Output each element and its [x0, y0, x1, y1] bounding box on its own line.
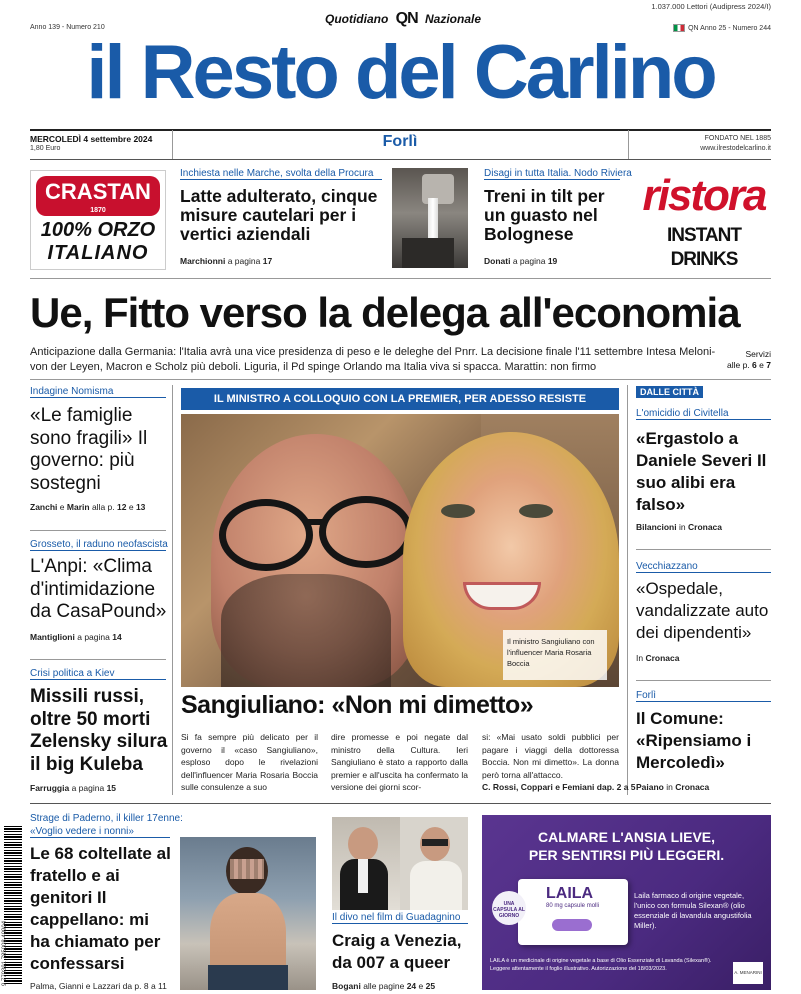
- crastan-slogan-2: ITALIANO: [47, 242, 149, 264]
- barcode-number: 9 770391 785008 40904: [2, 920, 8, 986]
- vecchiazzano-credit: In Cronaca: [636, 653, 680, 663]
- laila-maker: A. MENARINI: [733, 962, 763, 984]
- readership: 1.037.000 Lettori (Audipress 2024/I): [651, 2, 771, 11]
- qn-left: Quotidiano: [324, 12, 389, 26]
- laila-description: Laila farmaco di origine vegetale, l'unico con formula Silexan® (olio essenziale di lavandula angustifolia Miller).: [634, 891, 752, 930]
- grosseto-kicker: Grosseto, il raduno neofascista: [30, 539, 168, 550]
- lead-photo[interactable]: [181, 414, 619, 687]
- grosseto-credit: Mantiglioni a pagina 14: [30, 632, 122, 642]
- lead-credit: C. Rossi, Coppari e Femiani dap. 2 a 5: [482, 782, 636, 792]
- nomisma-kicker: Indagine Nomisma: [30, 386, 166, 398]
- lead-headline[interactable]: Sangiuliano: «Non mi dimetto»: [181, 691, 534, 719]
- crastan-logo: CRASTAN 1870: [36, 176, 160, 216]
- vecchiazzano-headline[interactable]: «Ospedale, vandalizzate auto dei dipendenti»: [636, 579, 769, 642]
- craig-photo: [332, 817, 468, 910]
- paderno-headline[interactable]: Le 68 coltellate al fratello e ai genitori Il cappellano: mi ha chiamato per confessarsi: [30, 844, 171, 973]
- main-services: Servizi alle p. 6 e 7: [726, 349, 771, 370]
- cities-section: DALLE CITTÀ: [636, 386, 703, 398]
- milk-credit: Marchionni a pagina 17: [180, 256, 273, 266]
- laila-box: LAILA 80 mg capsule molli: [518, 879, 628, 945]
- vecchiazzano-kicker: Vecchiazzano: [636, 561, 771, 573]
- qn-logo: QN: [395, 10, 418, 27]
- issue-date: MERCOLEDÌ 4 settembre 2024: [30, 134, 153, 144]
- kiev-headline[interactable]: Missili russi, oltre 50 morti Zelensky silura il big Kuleba: [30, 686, 168, 775]
- issue-price: 1,80 Euro: [30, 145, 61, 152]
- forli-kicker: Forlì: [636, 690, 771, 702]
- paderno-kicker-1: Strage di Paderno, il killer 17enne:: [30, 813, 183, 824]
- qn-header: [308, 10, 498, 28]
- lead-photo-caption: Il ministro Sangiuliano con l'influencer Maria Rosaria Boccia: [507, 637, 595, 668]
- lead-banner: IL MINISTRO A COLLOQUIO CON LA PREMIER, PER ADESSO RESISTE: [181, 388, 619, 410]
- main-summary: Anticipazione dalla Germania: l'Italia avrà una vice presidenza di peso e le deleghe del Pnrr. La decisione finale l'11 settembre Intesa Meloni-von der Leyen, Macron e Scholz più deboli. Liguria, il Pd spinge Orlando ma Italia viva si spacca. Marattin: non firmo: [30, 346, 716, 373]
- paderno-credit: Palma, Gianni e Lazzari da p. 8 a 11: [30, 981, 167, 991]
- milk-kicker: Inchiesta nelle Marche, svolta della Procura: [180, 168, 382, 180]
- craig-headline[interactable]: Craig a Venezia, da 007 a queer: [332, 931, 462, 972]
- forli-headline[interactable]: Il Comune: «Ripensiamo i Mercoledì»: [636, 709, 752, 772]
- kiev-credit: Farruggia a pagina 15: [30, 783, 117, 793]
- ristora-tagline: INSTANT DRINKS: [667, 225, 741, 270]
- kiev-kicker: Crisi politica a Kiev: [30, 668, 166, 680]
- trains-kicker: Disagi in tutta Italia. Nodo Riviera: [484, 168, 632, 179]
- website: www.ilrestodelcarlino.it: [700, 145, 771, 152]
- nomisma-headline[interactable]: «Le famiglie sono fragili» Il governo: più sostegni: [30, 405, 148, 494]
- craig-credit: Bogani alle pagine 24 e 25: [332, 981, 436, 991]
- lead-text-col1: Si fa sempre più delicato per il governo il «caso Sangiuliano», esploso dopo le rivelazioni dell'influencer Maria Rosaria Boccia sulle consulenze a suo: [181, 732, 318, 792]
- trains-credit: Donati a pagina 19: [484, 256, 558, 266]
- laila-headline-1: CALMARE L'ANSIA LIEVE,: [537, 829, 716, 845]
- civitella-headline[interactable]: «Ergastolo a Daniele Severi Il suo alibi era falso»: [636, 429, 767, 514]
- edition-city: Forlì: [382, 133, 418, 150]
- newspaper-title: il Resto del Carlino: [86, 30, 715, 115]
- lead-text-col3: si: «Mai usato soldi pubblici per pagare i viaggi della dottoressa Boccia. Non mi dimetto». La donna però torna all'attacco.: [482, 732, 619, 780]
- laila-headline-2: PER SENTIRSI PIÙ LEGGERI.: [528, 847, 725, 863]
- qn-right: Nazionale: [425, 12, 482, 26]
- milk-photo: [392, 168, 468, 268]
- forli-credit: Paiano in Cronaca: [636, 782, 710, 792]
- laila-ad[interactable]: [482, 815, 771, 990]
- paderno-photo: [180, 837, 316, 990]
- main-headline[interactable]: Ue, Fitto verso la delega all'economia: [30, 289, 740, 336]
- crastan-slogan-1: 100% ORZO: [40, 219, 156, 241]
- issue-number-right: QN Anno 25 - Numero 244: [673, 24, 771, 32]
- craig-kicker: Il divo nel film di Guadagnino: [332, 912, 468, 924]
- issue-number-left: Anno 139 - Numero 210: [30, 24, 105, 31]
- grosseto-headline[interactable]: L'Anpi: «Clima d'intimidazione da CasaPound»: [30, 556, 167, 622]
- trains-headline[interactable]: Treni in tilt per un guasto nel Bolognese: [484, 186, 605, 244]
- laila-legal: LAILA è un medicinale di origine vegetale a base di Olio Essenziale di Lavanda (Silexan®). Leggere attentamente il foglio illustrativo. Autorizzazione del 18/03/2023.: [490, 958, 712, 972]
- founded-year: FONDATO NEL 1885: [704, 135, 771, 142]
- ristora-logo: ristora: [642, 171, 766, 220]
- crastan-ad[interactable]: [30, 170, 166, 270]
- nomisma-credit: Zanchi e Marin alla p. 12 e 13: [30, 502, 146, 512]
- milk-headline[interactable]: Latte adulterato, cinque misure cautelari per i vertici aziendali: [180, 186, 378, 244]
- paderno-kicker-2: «Voglio vedere i nonni»: [30, 826, 170, 838]
- civitella-kicker: L'omicidio di Civitella: [636, 408, 771, 420]
- civitella-credit: Bilancioni in Cronaca: [636, 522, 723, 532]
- laila-badge: UNA CAPSULA AL GIORNO: [492, 891, 526, 925]
- lead-text-col2: dire promesse e poi negate dal ministro della Cultura. Ieri Sangiuliano è stato a rapporto dalla premier e all'uscita ha confermato la versione dei giorni scor-: [331, 732, 468, 792]
- ristora-ad[interactable]: [637, 170, 771, 268]
